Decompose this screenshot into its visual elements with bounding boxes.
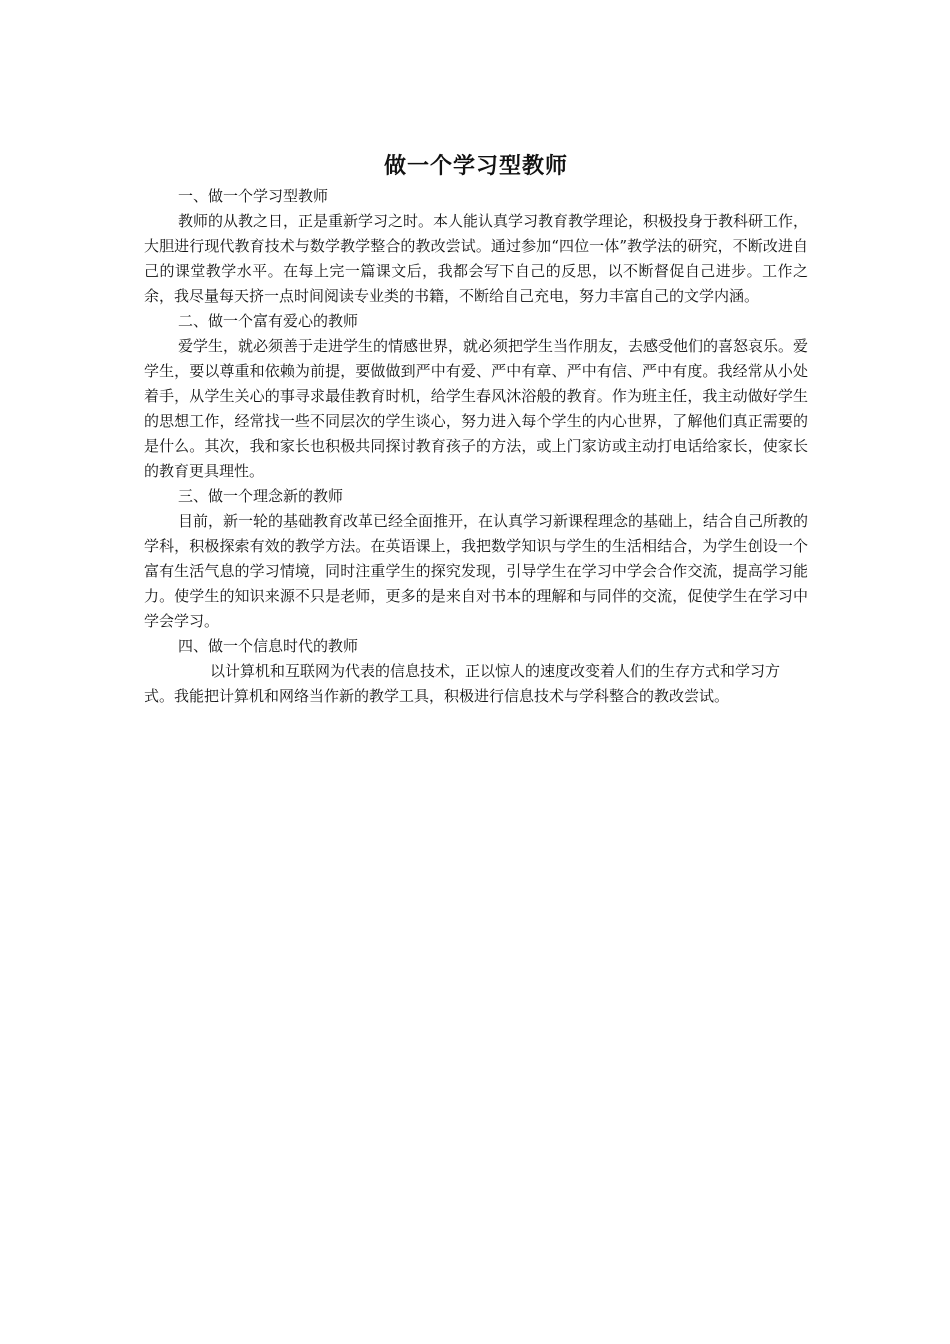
section-body-2: 爱学生，就必须善于走进学生的情感世界，就必须把学生当作朋友，去感受他们的喜怒哀乐。爱学生，要以尊重和依赖为前提，要做做到严中有爱、严中有章、严中有信、严中有度。我经常从小处着手，从学生关心的事寻求最佳教育时机，给学生春风沐浴般的教育。作为班主任，我主动做好学生的思想工作，经常找一些不同层次的学生谈心，努力进入每个学生的内心世界，了解他们真正需要的是什么。其次，我和家长也积极共同探讨教育孩子的方法，或上门家访或主动打电话给家长，使家长的教育更具理性。: [144, 337, 809, 480]
document-title: 做一个学习型教师: [383, 154, 568, 179]
section-body-4-continued: 式。我能把计算机和网络当作新的教学工具，积极进行信息技术与学科整合的教改尝试。: [144, 687, 730, 705]
section-heading-4: 四、做一个信息时代的教师: [178, 637, 359, 655]
section-heading-3: 三、做一个理念新的教师: [178, 487, 344, 505]
document-page: [144, 150, 808, 709]
section-body-3: 目前，新一轮的基础教育改革已经全面推开，在认真学习新课程理念的基础上，结合自己所教的学科，积极探索有效的教学方法。在英语课上，我把数学知识与学生的生活相结合，为学生创设一个富有生活气息的学习情境，同时注重学生的探究发现，引导学生在学习中学会合作交流，提高学习能力。使学生的知识来源不只是老师，更多的是来自对书本的理解和与同伴的交流，促使学生在学习中学会学习。: [144, 512, 809, 630]
section-heading-1: 一、做一个学习型教师: [178, 187, 329, 205]
section-heading-2: 二、做一个富有爱心的教师: [178, 312, 359, 330]
section-body-1: 教师的从教之日，正是重新学习之时。本人能认真学习教育教学理论，积极投身于教科研工作，大胆进行现代教育技术与数学教学整合的教改尝试。通过参加“四位一体”教学法的研究，不断改进自己的课堂教学水平。在每上完一篇课文后，我都会写下自己的反思，以不断督促自己进步。工作之余，我尽量每天挤一点时间阅读专业类的书籍，不断给自己充电，努力丰富自己的文学内涵。: [144, 212, 809, 305]
section-body-4: 以计算机和互联网为代表的信息技术，正以惊人的速度改变着人们的生存方式和学习方: [210, 662, 781, 680]
